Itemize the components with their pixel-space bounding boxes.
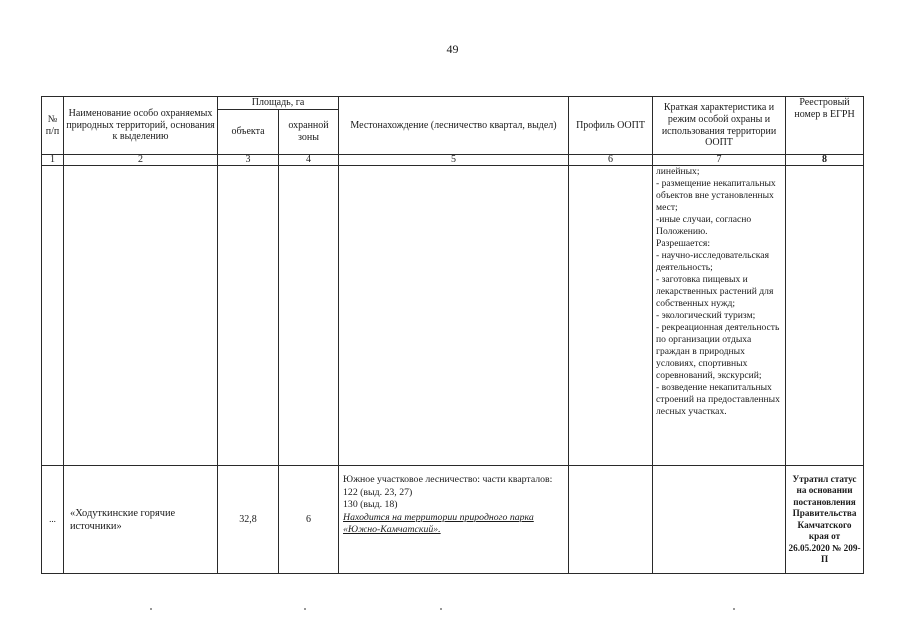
empty-cell (64, 166, 218, 466)
regime-line: - возведение некапитальных строений на предоставленных лесных участках. (656, 382, 780, 417)
location-line: 130 (выд. 18) (343, 499, 398, 510)
location-note: Находится на территории природного парка «Южно-Камчатский». (343, 511, 534, 535)
profile-cell (569, 466, 653, 574)
regime-cell (653, 166, 786, 466)
location-line: 122 (выд. 23, 27) (343, 486, 413, 498)
regime-line: - экологический туризм; (656, 310, 756, 321)
header-regime: Краткая характеристика и режим особой охраны и использования территории ООПТ (653, 97, 786, 155)
empty-cell (218, 166, 279, 466)
regime-line: - заготовка пищевых и лекарственных растений для собственных нужд; (656, 274, 774, 309)
regime-cell-empty (653, 466, 786, 574)
location-line: Южное участковое лесничество: части кварталов: (343, 474, 553, 485)
column-number: 1 (42, 155, 64, 166)
scan-artifacts (0, 608, 905, 614)
area-zone-value: 6 (279, 466, 339, 574)
regime-line: - рекреационная деятельность по организации отдыха граждан в природных условиях, спортивных соревнований, экскурсий; (656, 322, 780, 381)
oopt-table (41, 96, 864, 574)
column-number: 6 (569, 155, 653, 166)
header-profile: Профиль ООПТ (569, 97, 653, 155)
empty-cell (786, 166, 864, 466)
column-number: 4 (279, 155, 339, 166)
empty-cell (339, 166, 569, 466)
column-number: 5 (339, 155, 569, 166)
scan-speck (304, 608, 306, 610)
column-number: 8 (786, 155, 864, 166)
continued-row (42, 166, 864, 466)
column-number-row (42, 155, 864, 166)
area-object-value: 32,8 (218, 466, 279, 574)
header-number: № п/п (42, 97, 64, 155)
header-area-object: объекта (218, 110, 279, 155)
empty-cell (569, 166, 653, 466)
table-row (42, 466, 864, 574)
regime-line: - размещение некапитальных объектов вне установленных мест; (656, 178, 776, 213)
header-name: Наименование особо охраняемых природных территорий, основания к выделению (64, 97, 218, 155)
column-number: 7 (653, 155, 786, 166)
empty-cell (42, 166, 64, 466)
oopt-name: «Ходуткинские горячие источники» (64, 466, 218, 574)
row-number: ... (42, 466, 64, 574)
regime-line: -иные случаи, согласно Положению. (656, 214, 752, 237)
header-registry-number: Реестровый номер в ЕГРН (786, 97, 864, 155)
regime-line: - научно-исследовательская деятельность; (656, 250, 769, 273)
location-cell (339, 466, 569, 574)
page-number: 49 (446, 42, 459, 56)
scan-speck (150, 608, 152, 610)
column-number: 3 (218, 155, 279, 166)
scan-speck (733, 608, 735, 610)
scan-speck (440, 608, 442, 610)
regime-line: линейных; (656, 166, 700, 177)
empty-cell (279, 166, 339, 466)
header-location: Местонахождение (лесничество квартал, выдел) (339, 97, 569, 155)
status-note: Утратил статус на основании постановления Правительства Камчатского края от 26.05.2020 № 209-П (786, 466, 864, 574)
column-number: 2 (64, 155, 218, 166)
header-area-zone: охранной зоны (279, 110, 339, 155)
regime-line: Разрешается: (656, 238, 711, 249)
header-area: Площадь, га (218, 97, 339, 110)
